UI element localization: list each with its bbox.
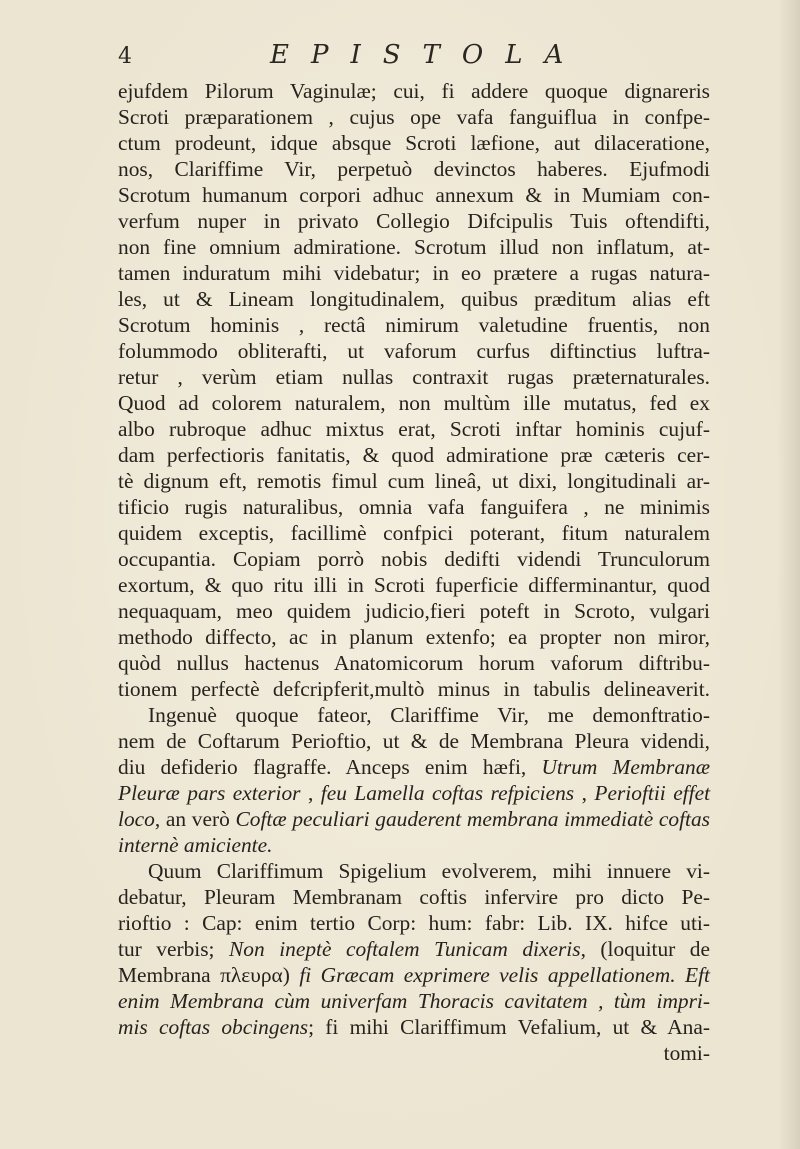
text-segment: folummodo obliterafti, ut vaforum curfus diftinctius luftra- xyxy=(118,339,710,363)
text-segment: tur verbis; xyxy=(118,937,230,961)
page-number: 4 xyxy=(118,44,132,69)
text-line xyxy=(118,650,710,676)
text-segment: rioftio : Cap: enim tertio Corp: hum: fabr: Lib. IX. hifce uti- xyxy=(118,911,710,935)
text-line xyxy=(118,156,710,182)
text-segment: methodo diffecto, ac in planum extenfo; ea propter non miror, xyxy=(118,625,710,649)
text-line xyxy=(118,234,710,260)
italic-text: fi Græcam exprimere velis appellationem. Eft xyxy=(299,963,710,987)
text-line xyxy=(118,130,710,156)
text-segment: dam perfectioris fanitatis, & quod admiratione præ cæteris cer- xyxy=(118,443,710,467)
text-line xyxy=(118,286,710,312)
italic-text: loco xyxy=(118,807,155,831)
text-line xyxy=(118,962,710,988)
text-line xyxy=(118,624,710,650)
italic-text: Pleuræ pars exterior xyxy=(118,781,301,805)
text-line xyxy=(118,416,710,442)
text-line xyxy=(118,832,710,858)
text-segment: Scrotum hominis , rectâ nimirum valetudine fruentis, non xyxy=(118,313,710,337)
text-segment: nos, Clariffime Vir, perpetuò devinctos haberes. Ejufmodi xyxy=(118,157,710,181)
italic-text: enim Membrana cùm univerfam Thoracis cavitatem , tùm impri- xyxy=(118,989,710,1013)
text-line xyxy=(118,1014,710,1040)
text-segment: verfum nuper in privato Collegio Difcipulis Tuis oftendifti, xyxy=(118,209,710,233)
text-line xyxy=(118,858,710,884)
text-line xyxy=(118,520,710,546)
text-segment: nequaquam, meo quidem judicio,fieri poteft in Scroto, vulgari xyxy=(118,599,710,623)
text-line xyxy=(118,754,710,780)
text-segment: tamen induratum mihi videbatur; in eo prætere a rugas natura- xyxy=(118,261,710,285)
text-segment: , (loquitur de xyxy=(580,937,710,961)
text-line xyxy=(118,182,710,208)
text-segment: quòd nullus hactenus Anatomicorum horum vaforum diftribu- xyxy=(118,651,710,675)
italic-text: Coftæ peculiari gauderent membrana immediatè coftas xyxy=(235,807,711,831)
text-line xyxy=(118,598,710,624)
text-line xyxy=(118,260,710,286)
text-segment: les, ut & Lineam longitudinalem, quibus præditum alias eft xyxy=(118,287,710,311)
text-line xyxy=(118,78,710,104)
italic-text: Utrum Membranæ xyxy=(541,755,710,779)
text-line xyxy=(118,572,710,598)
text-line xyxy=(118,728,710,754)
text-line xyxy=(118,494,710,520)
text-line xyxy=(118,390,710,416)
text-segment: Membrana πλευρα) xyxy=(118,963,300,987)
body-text xyxy=(118,78,710,1066)
text-segment: Ingenuè quoque fateor, Clariffime Vir, me demonftratio- xyxy=(148,703,710,727)
text-line xyxy=(118,312,710,338)
text-line xyxy=(118,676,710,702)
text-segment: occupantia. Copiam porrò nobis dedifti videndi Trunculorum xyxy=(118,547,710,571)
text-segment: Scrotum humanum corpori adhuc annexum & in Mumiam con- xyxy=(118,183,710,207)
text-segment: exortum, & quo ritu illi in Scroti fuperficie differminantur, quod xyxy=(118,573,710,597)
text-segment: Scroti præparationem , cujus ope vafa fanguiflua in confpe- xyxy=(118,105,710,129)
italic-text: Non ineptè coftalem Tunicam dixeris xyxy=(229,937,581,961)
text-segment: , an verò xyxy=(154,807,236,831)
text-segment: , xyxy=(574,781,595,805)
text-segment: ; fi mihi Clariffimum Vefalium, ut & Ana- xyxy=(308,1015,710,1039)
running-head: EPISTOLA xyxy=(270,40,586,70)
text-line xyxy=(118,338,710,364)
text-line xyxy=(118,988,710,1014)
text-line xyxy=(118,702,710,728)
text-line xyxy=(118,546,710,572)
text-line xyxy=(118,806,710,832)
text-segment: ejufdem Pilorum Vaginulæ; cui, fi addere quoque dignareris xyxy=(118,79,710,103)
page-edge-shadow xyxy=(778,0,800,1149)
italic-text: Perioftii effet xyxy=(594,781,711,805)
text-segment: nem de Coftarum Perioftio, ut & de Membrana Pleura videndi, xyxy=(118,729,710,753)
text-line xyxy=(118,1040,710,1066)
text-segment: Quod ad colorem naturalem, non multùm ille mutatus, fed ex xyxy=(118,391,710,415)
italic-text: mis coftas obcingens xyxy=(118,1015,309,1039)
text-line xyxy=(118,780,710,806)
text-segment: tomi- xyxy=(663,1041,710,1065)
text-line xyxy=(118,468,710,494)
text-segment: albo rubroque adhuc mixtus erat, Scroti inftar hominis cujuf- xyxy=(118,417,710,441)
text-segment: Quum Clariffimum Spigelium evolverem, mihi innuere vi- xyxy=(148,859,710,883)
text-segment: tificio rugis naturalibus, omnia vafa fanguifera , ne minimis xyxy=(118,495,710,519)
text-segment: retur , verùm etiam nullas contraxit rugas præternaturales. xyxy=(118,365,710,389)
text-segment: non fine omnium admiratione. Scrotum illud non inflatum, at- xyxy=(118,235,710,259)
text-line xyxy=(118,364,710,390)
italic-text: feu Lamella coftas refpiciens xyxy=(320,781,575,805)
italic-text: internè amiciente. xyxy=(118,833,273,857)
text-segment: diu defiderio flagraffe. Anceps enim hæfi, xyxy=(118,755,542,779)
text-line xyxy=(118,936,710,962)
text-line xyxy=(118,442,710,468)
text-segment: ctum prodeunt, idque absque Scroti læfione, aut dilaceratione, xyxy=(118,131,710,155)
text-segment: quidem exceptis, facillimè confpici poterant, fitum naturalem xyxy=(118,521,710,545)
text-line xyxy=(118,104,710,130)
text-line xyxy=(118,910,710,936)
page-header xyxy=(118,40,720,72)
text-segment: debatur, Pleuram Membranam coftis infervire pro dicto Pe- xyxy=(118,885,710,909)
text-segment: tionem perfectè defcripferit,multò minus in tabulis delineaverit. xyxy=(118,677,710,701)
text-line xyxy=(118,208,710,234)
text-segment: , xyxy=(300,781,321,805)
text-line xyxy=(118,884,710,910)
text-segment: tè dignum eft, remotis fimul cum lineâ, ut dixi, longitudinali ar- xyxy=(118,469,710,493)
